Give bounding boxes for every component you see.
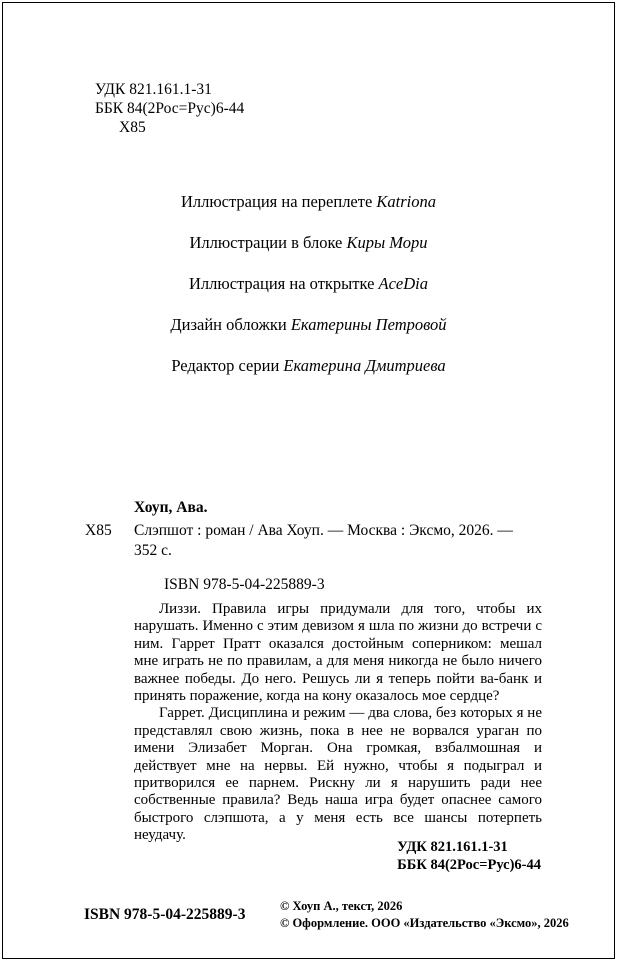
footer-isbn: ISBN 978-5-04-225889-3 — [84, 906, 246, 923]
credit-label: Редактор серии — [171, 356, 280, 375]
catalog-author-sign: Х85 — [85, 522, 112, 539]
credit-label: Иллюстрация на открытке — [188, 274, 375, 293]
credit-cover-design — [0, 315, 617, 335]
udk-code: УДК 821.161.1-31 — [95, 81, 212, 98]
credit-label: Иллюстрации в блоке — [189, 233, 343, 252]
copyright-author-line: © Хоуп А., текст, 2026 — [280, 899, 403, 913]
credit-name: Екатерины Петровой — [290, 315, 447, 334]
catalog-card-block — [84, 498, 544, 595]
credit-name: Katriona — [376, 192, 437, 211]
annotation-block — [134, 601, 542, 845]
credit-cover-illustration — [0, 192, 617, 212]
bbk-code-bottom: ББК 84(2Рос=Рус)6-44 — [397, 857, 541, 873]
credits-block — [0, 192, 617, 397]
copyright-block — [280, 898, 569, 931]
udk-code-bottom: УДК 821.161.1-31 — [397, 839, 508, 855]
annotation-paragraph-lizzie: Лиззи. Правила игры придумали для того, чтобы их нарушать. Именно с этим девизом я шла по жизни до встречи с ним. Гаррет Пратт оказался достойным соперником: мешал мне играть не по правилам, а для меня никогда не было ничего важнее победы. До него. Решусь ли я теперь пойти ва-банк и принять поражение, когда на кону оказалось мое сердце? — [134, 601, 542, 705]
annotation-paragraph-garrett: Гаррет. Дисциплина и режим — два слова, без которых я не представлял свою жизнь, пока в нее не ворвался ураган по имени Элизабет Морган. Она громкая, взбалмошная и действует мне на нервы. Ей нужно, чтобы я подыграл и притворился ее парнем. Рискну ли я нарушить ради нее собственные правила? Ведь наша игра будет опаснее самого быстрого слэпшота, а у меня есть все шансы потерпеть неудачу. — [134, 705, 542, 844]
credit-postcard-illustration — [0, 274, 617, 294]
bbk-code: ББК 84(2Рос=Рус)6-44 — [95, 100, 245, 117]
catalog-isbn: ISBN 978-5-04-225889-3 — [164, 576, 325, 593]
credit-name: Киры Мори — [346, 233, 428, 252]
credit-interior-illustrations — [0, 233, 617, 253]
catalog-author: Хоуп, Ава. — [134, 499, 208, 516]
author-sign-code: Х85 — [119, 119, 146, 136]
credit-series-editor — [0, 356, 617, 376]
credit-name: AceDia — [378, 274, 429, 293]
copyright-publisher-line: © Оформление. ООО «Издательство «Эксмо», 2026 — [280, 915, 569, 930]
cataloging-codes-top — [95, 80, 244, 137]
cataloging-codes-bottom — [397, 838, 541, 874]
catalog-entry-row — [84, 521, 544, 561]
credit-label: Иллюстрация на переплете — [180, 192, 373, 211]
credit-label: Дизайн обложки — [170, 315, 287, 334]
credit-name: Екатерина Дмитриева — [283, 356, 446, 375]
catalog-entry-text: Слэпшот : роман / Ава Хоуп. — Москва : Эксмо, 2026. — 352 с. — [134, 522, 513, 559]
